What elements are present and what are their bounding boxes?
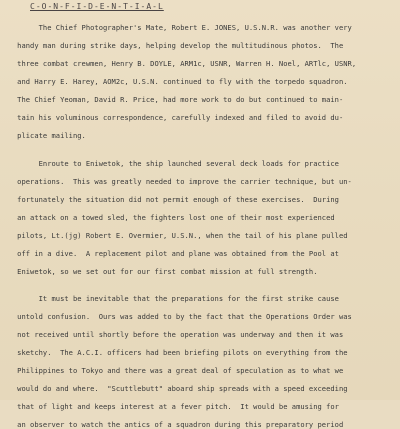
text-line: operations. This was greatly needed to improve the carrier technique, but un-: [0, 177, 352, 186]
text-line: an attack on a towed sled, the fighters lost one of their most experienced: [0, 213, 335, 222]
text-line: tain his voluminous correspondence, carefully indexed and filed to avoid du-: [0, 113, 344, 122]
text-line: untold confusion. Ours was added to by the fact that the Operations Order was: [0, 312, 352, 321]
classification-header: C-O-N-F-I-D-E-N-T-I-A-L: [30, 2, 164, 11]
text-line: Philippines to Tokyo and there was a great deal of speculation as to what we: [0, 366, 344, 375]
text-line: that of light and keeps interest at a fever pitch. It would be amusing for: [0, 402, 339, 411]
text-line: three combat crewmen, Henry B. DOYLE, ARM1c, USNR, Warren H. Noel, ARTlc, USNR,: [0, 59, 357, 68]
text-line: an observer to watch the antics of a squadron during this preparatory period: [0, 420, 344, 429]
text-line: would do and where. "Scuttlebutt" aboard ship spreads with a speed exceeding: [0, 384, 348, 393]
text-line: sketchy. The A.C.I. officers had been briefing pilots on everything from the: [0, 348, 348, 357]
text-line: plicate mailing.: [0, 131, 86, 140]
text-line: pilots, Lt.(jg) Robert E. Overmier, U.S.N., when the tail of his plane pulled: [0, 231, 348, 240]
text-line: It must be inevitable that the preparations for the first strike cause: [0, 294, 339, 303]
text-line: Eniwetok, so we set out for our first combat mission at full strength.: [0, 267, 318, 276]
text-line: not received until shortly before the operation was underway and then it was: [0, 330, 344, 339]
text-line: handy man during strike days, helping develop the multitudinous photos. The: [0, 41, 344, 50]
text-line: fortunately the situation did not permit enough of these exercises. During: [0, 195, 339, 204]
text-line: Enroute to Eniwetok, the ship launched several deck loads for practice: [0, 159, 339, 168]
text-line: off in a dive. A replacement pilot and plane was obtained from the Pool at: [0, 249, 339, 258]
text-line: The Chief Photographer's Mate, Robert E. JONES, U.S.N.R. was another very: [0, 23, 352, 32]
text-line: and Harry E. Harey, AOM2c, U.S.N. continued to fly with the torpedo squadron.: [0, 77, 348, 86]
text-line: The Chief Yeoman, David R. Price, had more work to do but continued to main-: [0, 95, 344, 104]
